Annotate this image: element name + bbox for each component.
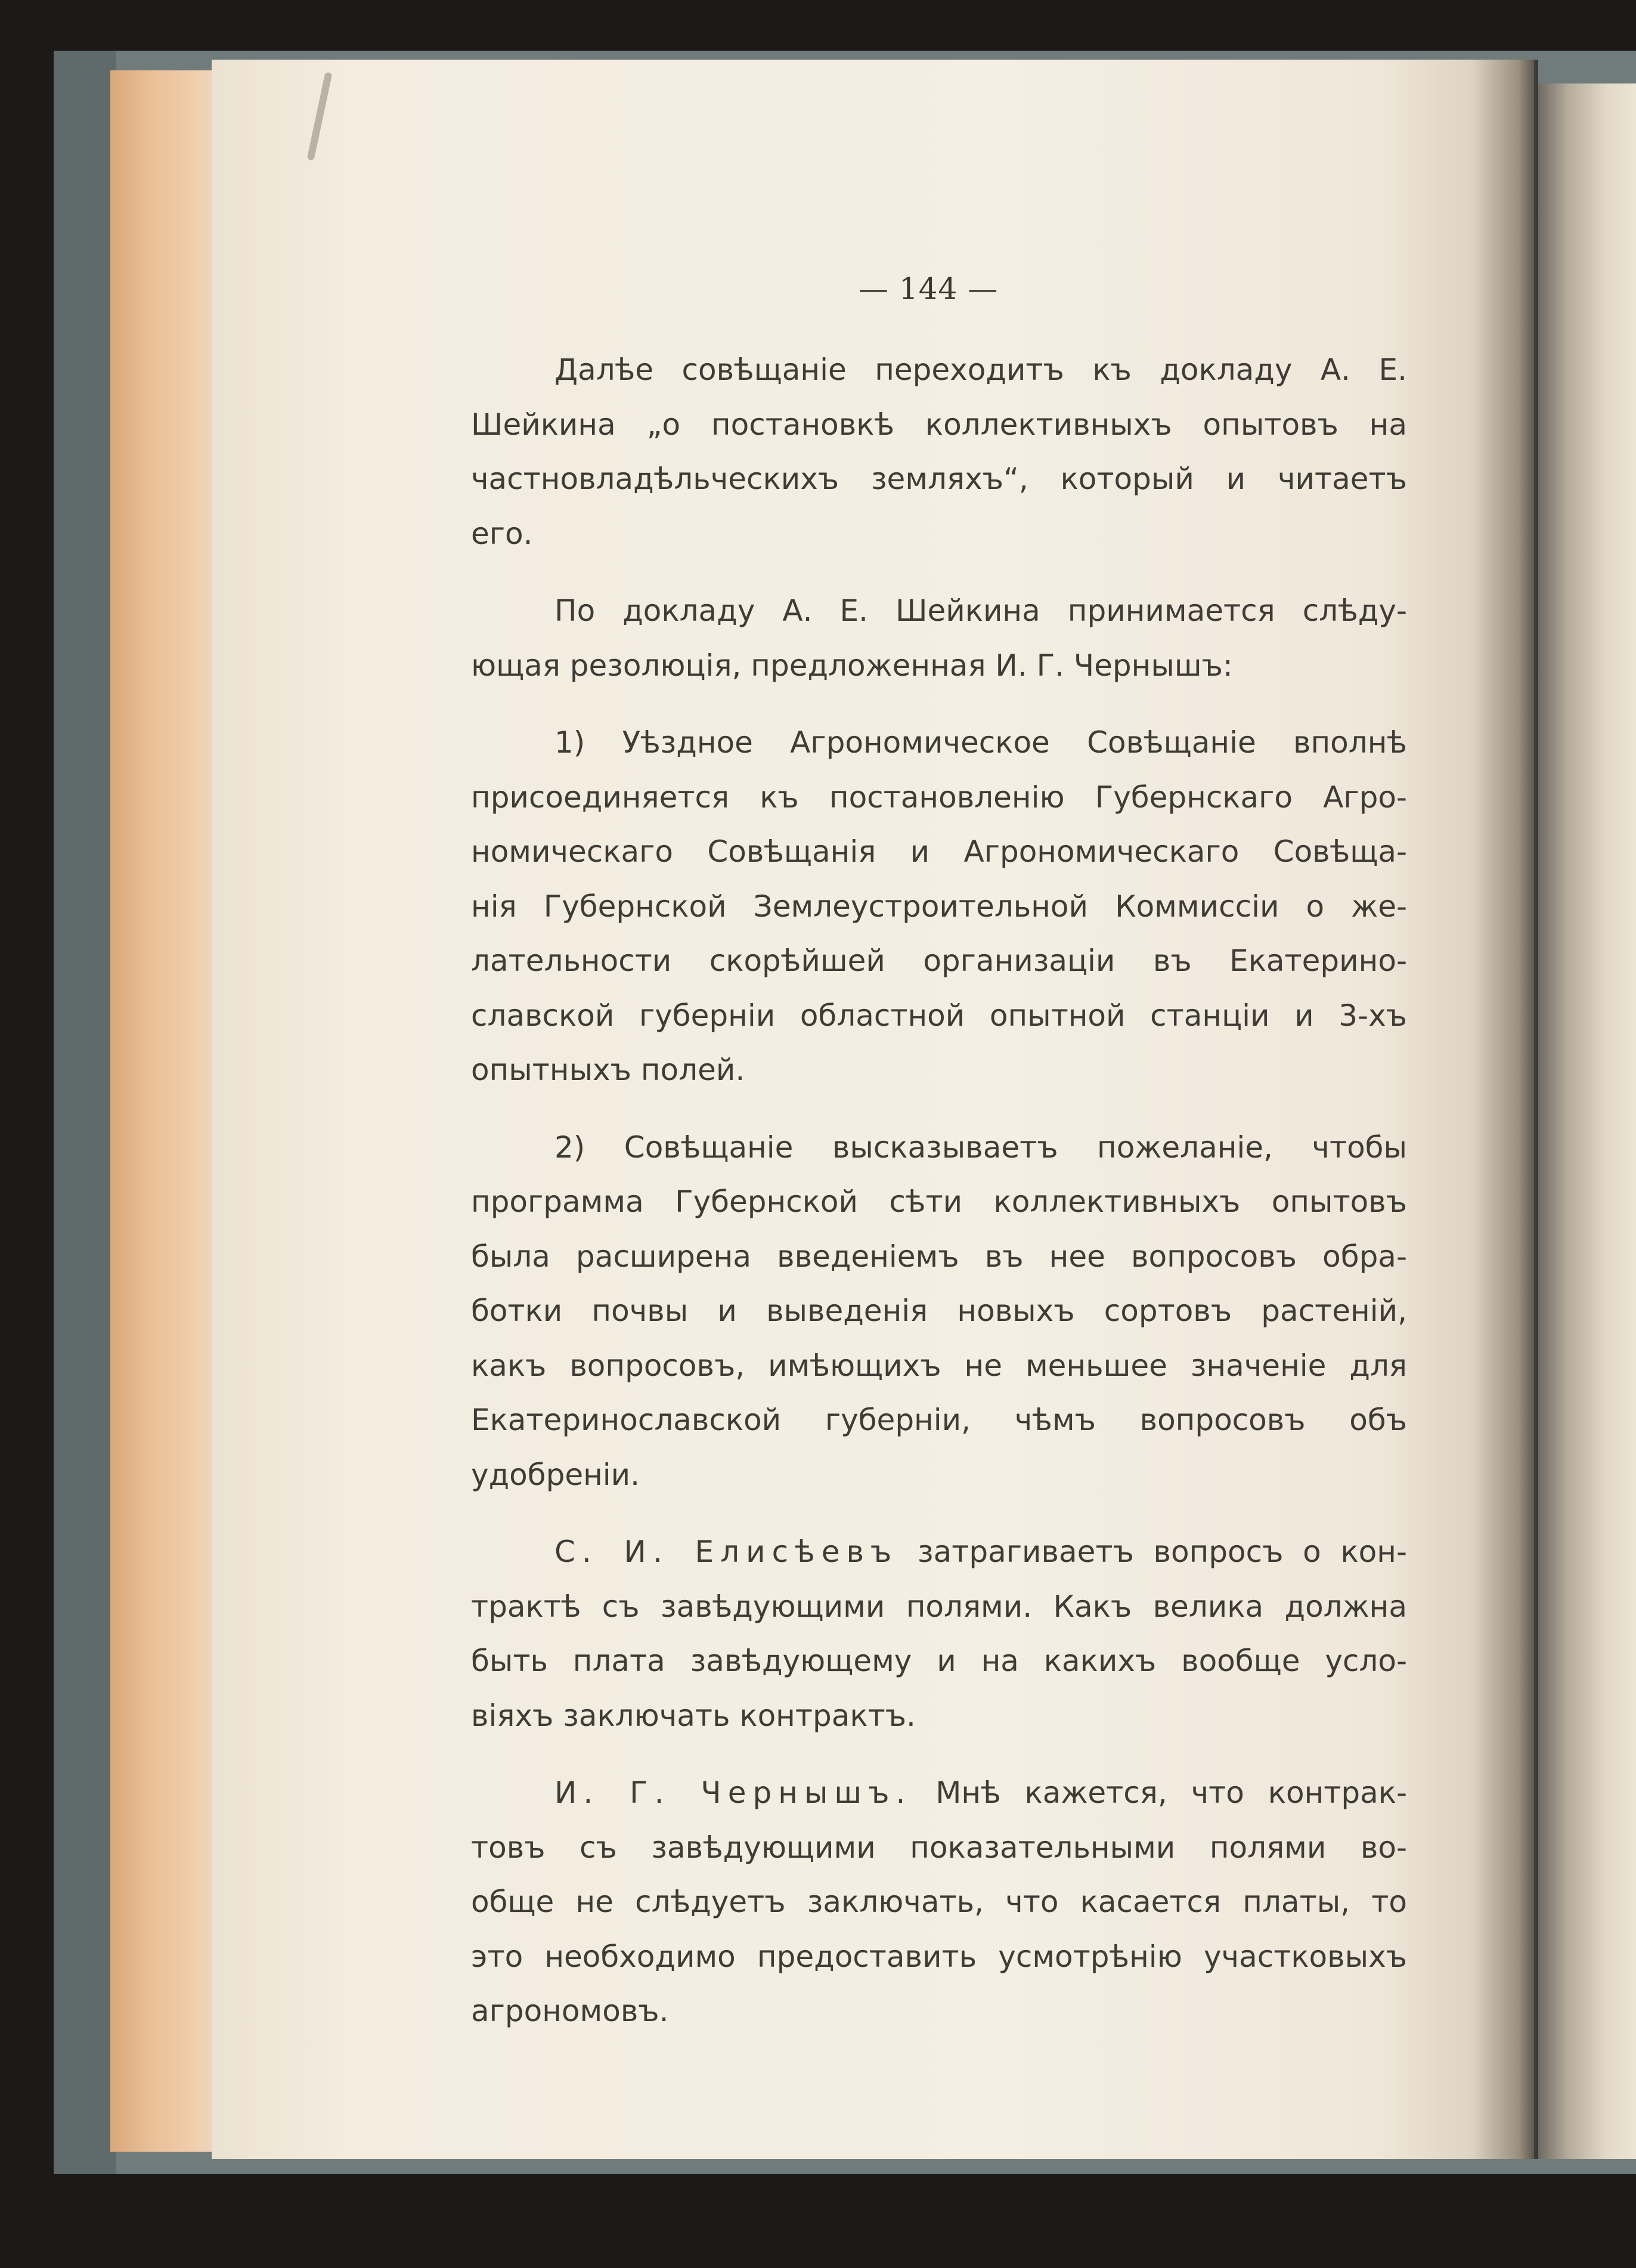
text-line: По докладу А. Е. Шейкина принимается слѣду- <box>554 593 1407 628</box>
page-gutter-shadow <box>1473 60 1538 2159</box>
text-line: Екатеринославской губерніи, чѣмъ вопросовъ объ <box>471 1403 1407 1437</box>
text-line: номическаго Совѣщанія и Агрономическаго Совѣща- <box>471 834 1407 869</box>
text-line: его. <box>471 516 533 551</box>
text-run: Мнѣ кажется, что контрак- <box>912 1775 1408 1810</box>
page-stack-edge <box>110 70 215 2152</box>
text-line: трактѣ съ завѣдующими полями. Какъ велика должна <box>471 1589 1407 1624</box>
text-line: товъ съ завѣдующими показательными полями во- <box>471 1830 1407 1865</box>
text-run: затрагиваетъ вопросъ о кон- <box>898 1534 1407 1569</box>
text-line: опытныхъ полей. <box>471 1053 745 1087</box>
text-line: какъ вопросовъ, имѣющихъ не меньшее значеніе для <box>471 1348 1407 1383</box>
text-line <box>471 1525 1407 1580</box>
text-line <box>471 1766 1407 1821</box>
text-line: агрономовъ. <box>471 1994 669 2028</box>
text-line: віяхъ заключать контрактъ. <box>471 1698 916 1733</box>
paragraph <box>471 584 1407 693</box>
text-line: 1) Уѣздное Агрономическое Совѣщаніе вполнѣ <box>554 725 1407 760</box>
text-line: 2) Совѣщаніе высказываетъ пожеланіе, чтобы <box>554 1130 1407 1165</box>
text-line: Далѣе совѣщаніе переходитъ къ докладу А. Е. <box>554 352 1407 387</box>
text-line: быть плата завѣдующему и на какихъ вообще усло- <box>471 1644 1407 1678</box>
speaker-name: И. Г. Чернышъ. <box>554 1775 912 1810</box>
text-line: лательности скорѣйшей организаціи въ Екатерино- <box>471 943 1407 978</box>
text-line: ющая резолюція, предложенная И. Г. Чернышъ: <box>471 648 1233 683</box>
paragraph <box>471 343 1407 561</box>
paragraph <box>471 1121 1407 1503</box>
text-line: славской губерніи областной опытной станціи и 3-хъ <box>471 998 1407 1033</box>
page-number: — 144 — <box>859 271 999 306</box>
text-line: программа Губернской сѣти коллективныхъ опытовъ <box>471 1184 1407 1219</box>
text-line: удобреніи. <box>471 1457 640 1492</box>
text-line: ботки почвы и выведенія новыхъ сортовъ растеній, <box>471 1294 1407 1328</box>
text-line: частновладѣльческихъ земляхъ“, который и читаетъ <box>471 462 1407 496</box>
text-line: присоединяется къ постановленію Губернскаго Агро- <box>471 779 1407 815</box>
paragraph <box>471 1525 1407 1743</box>
paragraph <box>471 1766 1407 2039</box>
speaker-name: С. И. Елисѣевъ <box>554 1534 898 1569</box>
page-text <box>471 343 1407 2062</box>
text-line: нія Губернской Землеустроительной Коммиссіи о же- <box>471 889 1407 924</box>
book-cover-spine <box>54 51 116 2174</box>
text-line: Шейкина „о постановкѣ коллективныхъ опытовъ на <box>471 407 1407 442</box>
paragraph <box>471 716 1407 1098</box>
text-line: это необходимо предоставить усмотрѣнію участковыхъ <box>471 1939 1407 1974</box>
text-line: обще не слѣдуетъ заключать, что касается платы, то <box>471 1885 1407 1919</box>
text-line: была расширена введеніемъ въ нее вопросовъ обра- <box>471 1239 1407 1274</box>
facing-page-edge <box>1538 83 1636 2159</box>
